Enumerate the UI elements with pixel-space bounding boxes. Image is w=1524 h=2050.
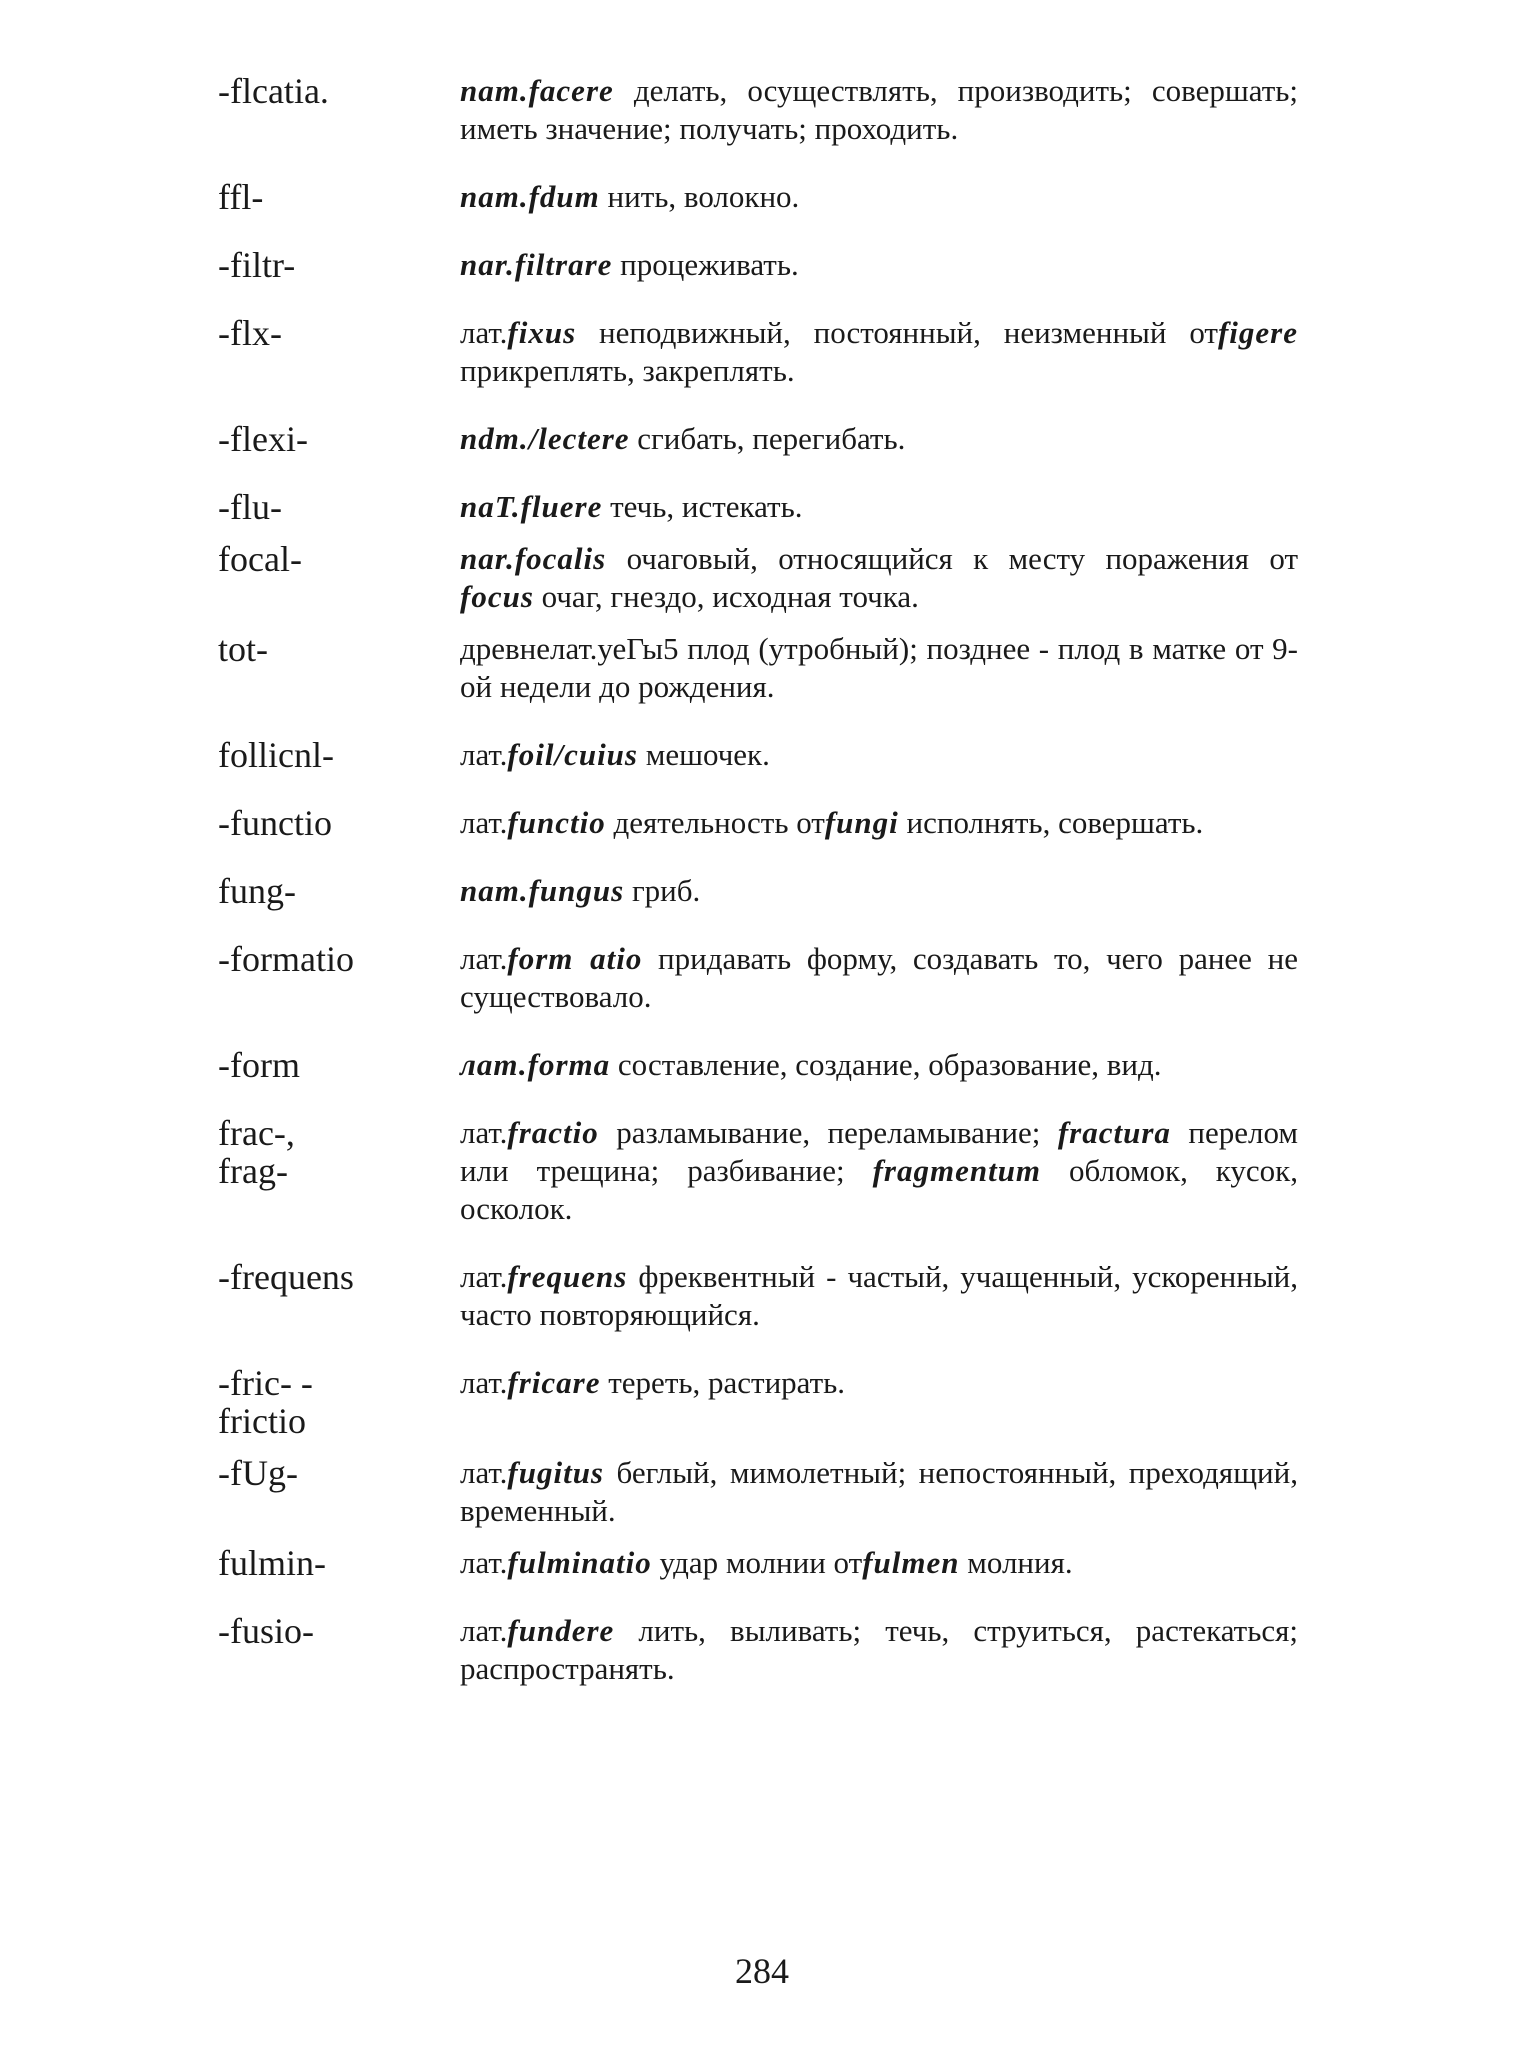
- dictionary-entry: [218, 1454, 1298, 1530]
- dictionary-entry: [218, 420, 1298, 458]
- dictionary-entry: [218, 804, 1298, 842]
- entry-definition: [460, 872, 1298, 910]
- latin-word: fulmen: [862, 1545, 960, 1580]
- definition-text: очаг, гнездо, исходная точка.: [533, 579, 919, 614]
- entry-term: -flu-: [218, 487, 282, 527]
- definition-text: неподвижный, постоянный, неизменный от: [576, 315, 1218, 350]
- latin-word: fragmentum: [872, 1153, 1042, 1188]
- entry-definition: [460, 420, 1298, 458]
- definition-text: перелом или трещина; разбивание;: [460, 1115, 1298, 1188]
- entry-term: focal-: [218, 539, 302, 579]
- dictionary-entry: [218, 1364, 1298, 1440]
- entry-term: -fusio-: [218, 1611, 314, 1651]
- entry-term: -formatio: [218, 939, 354, 979]
- entry-definition: [460, 314, 1298, 390]
- latin-word: fixus: [507, 315, 577, 350]
- entry-term: -fric- - frictio: [218, 1363, 313, 1441]
- entry-term: -flexi-: [218, 419, 308, 459]
- dictionary-entry: [218, 246, 1298, 284]
- entry-definition: [460, 736, 1298, 774]
- entry-definition: [460, 1046, 1298, 1084]
- latin-word: nam.fungus: [460, 873, 625, 908]
- entry-definition: [460, 630, 1298, 706]
- dictionary-entry: [218, 940, 1298, 1016]
- definition-text: процеживать.: [612, 247, 799, 282]
- entry-term: -fUg-: [218, 1453, 298, 1493]
- dictionary-entry: [218, 1114, 1298, 1228]
- entry-definition: [460, 246, 1298, 284]
- definition-text: мешочек.: [638, 737, 770, 772]
- entry-definition: [460, 1454, 1298, 1530]
- entry-definition: [460, 1364, 1298, 1402]
- entry-term: -frequens: [218, 1257, 354, 1297]
- dictionary-entry: [218, 314, 1298, 390]
- latin-word: fractio: [507, 1115, 599, 1150]
- definition-text: фреквентный - частый, учащенный, ускоренный, часто повторяющийся.: [460, 1259, 1298, 1332]
- entry-term: frac-, frag-: [218, 1113, 295, 1191]
- entry-definition: [460, 940, 1298, 1016]
- latin-word: fractura: [1057, 1115, 1171, 1150]
- definition-text: сгибать, перегибать.: [629, 421, 906, 456]
- latin-word: nam.fdum: [460, 179, 600, 214]
- definition-text: гриб.: [624, 873, 701, 908]
- entry-term: fung-: [218, 871, 296, 911]
- dictionary-entry: [218, 540, 1298, 616]
- latin-word: nam.facere: [460, 73, 614, 108]
- definition-text: исполнять, совершать.: [898, 805, 1204, 840]
- latin-word: nar.focalis: [460, 541, 607, 576]
- entry-definition: [460, 804, 1298, 842]
- definition-text: лат.: [460, 1613, 508, 1648]
- definition-text: древнелат.уеГы5 плод (утробный); позднее - плод в матке от 9-ой недели до рождения.: [460, 631, 1298, 704]
- latin-word: fricare: [507, 1365, 601, 1400]
- entry-term: -functio: [218, 803, 332, 843]
- definition-text: течь, истекать.: [602, 489, 803, 524]
- entry-term: -flcatia.: [218, 71, 329, 111]
- dictionary-entry: [218, 72, 1298, 148]
- dictionary-entry: [218, 178, 1298, 216]
- page-number: 284: [735, 1951, 789, 1991]
- latin-word: ndm./lectere: [460, 421, 630, 456]
- definition-text: обломок, кусок, осколок.: [460, 1153, 1298, 1226]
- latin-word: fungi: [824, 805, 899, 840]
- definition-text: прикреплять, закреплять.: [460, 353, 795, 388]
- latin-word: nar.filtrare: [460, 247, 613, 282]
- entry-term: -flx-: [218, 313, 282, 353]
- entry-definition: [460, 488, 1298, 526]
- latin-word: fulminatio: [507, 1545, 652, 1580]
- entry-term: -filtr-: [218, 245, 296, 285]
- dictionary-entry: [218, 1612, 1298, 1688]
- latin-word: focus: [460, 579, 534, 614]
- entry-definition: [460, 1258, 1298, 1334]
- dictionary-entry: [218, 872, 1298, 910]
- definition-text: придавать форму, создавать то, чего ранее не существовало.: [460, 941, 1298, 1014]
- latin-word: foil/cuius: [507, 737, 638, 772]
- entry-term: fulmin-: [218, 1543, 326, 1583]
- entry-definition: [460, 1114, 1298, 1228]
- dictionary-entry: [218, 488, 1298, 526]
- definition-text: лат.: [460, 1365, 508, 1400]
- definition-text: лат.: [460, 1545, 508, 1580]
- definition-text: нить, волокно.: [599, 179, 800, 214]
- latin-word: fundere: [507, 1613, 615, 1648]
- latin-word: fugitus: [507, 1455, 605, 1490]
- latin-word: naT.fluere: [460, 489, 603, 524]
- entry-definition: [460, 540, 1298, 616]
- entry-definition: [460, 178, 1298, 216]
- definition-text: лат.: [460, 315, 508, 350]
- latin-word: functio: [507, 805, 606, 840]
- latin-word: form atio: [507, 941, 643, 976]
- definition-text: лат.: [460, 805, 508, 840]
- entry-term: ffl-: [218, 177, 264, 217]
- definition-text: разламывание, переламывание;: [598, 1115, 1058, 1150]
- dictionary-entry: [218, 1046, 1298, 1084]
- entry-list: [218, 72, 1298, 1718]
- definition-text: тереть, растирать.: [600, 1365, 846, 1400]
- definition-text: очаговый, относящийся к месту поражения от: [606, 541, 1298, 576]
- definition-text: лат.: [460, 1115, 508, 1150]
- definition-text: лат.: [460, 1259, 508, 1294]
- definition-text: удар молнии от: [651, 1545, 863, 1580]
- latin-word: frequens: [507, 1259, 628, 1294]
- entry-term: -form: [218, 1045, 300, 1085]
- entry-definition: [460, 72, 1298, 148]
- dictionary-entry: [218, 630, 1298, 706]
- definition-text: молния.: [959, 1545, 1073, 1580]
- entry-definition: [460, 1612, 1298, 1688]
- entry-definition: [460, 1544, 1298, 1582]
- definition-text: лат.: [460, 941, 508, 976]
- definition-text: лат.: [460, 737, 508, 772]
- definition-text: лить, выливать; течь, струиться, растекаться; распространять.: [460, 1613, 1298, 1686]
- entry-term: tot-: [218, 629, 268, 669]
- definition-text: составление, создание, образование, вид.: [610, 1047, 1162, 1082]
- latin-word: лат.forma: [460, 1047, 611, 1082]
- definition-text: деятельность от: [605, 805, 825, 840]
- dictionary-entry: [218, 736, 1298, 774]
- definition-text: делать, осуществлять, производить; совершать; иметь значение; получать; проходить.: [460, 73, 1298, 146]
- latin-word: figere: [1217, 315, 1298, 350]
- entry-term: follicnl-: [218, 735, 334, 775]
- dictionary-entry: [218, 1258, 1298, 1334]
- definition-text: беглый, мимолетный; непостоянный, преходящий, временный.: [460, 1455, 1298, 1528]
- definition-text: лат.: [460, 1455, 508, 1490]
- dictionary-entry: [218, 1544, 1298, 1582]
